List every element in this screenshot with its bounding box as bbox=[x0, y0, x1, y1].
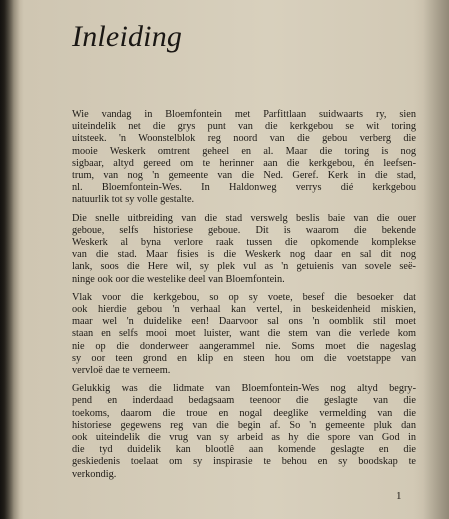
text-line: verkondig. bbox=[72, 468, 117, 480]
text-line: pend en inderdaad bedagsaam teenoor die geslagte van die bbox=[72, 395, 416, 407]
text-line: vervloë dae te verneem. bbox=[72, 365, 171, 377]
text-line: natuurlik tot sy volle gestalte. bbox=[72, 194, 195, 206]
text-line: lank, soos die Here wil, sy plek vul as 'n getuienis van sovele seë- bbox=[72, 261, 416, 273]
binding-shadow bbox=[0, 0, 20, 519]
text-line: nl. Bloemfontein-Wes. In Haldonweg verrys dié kerkgebou bbox=[72, 182, 416, 194]
page-number: 1 bbox=[396, 490, 402, 502]
text-line: trum, van nog 'n gemeente van die Ned. Geref. Kerk in die stad, bbox=[72, 170, 416, 182]
text-line: geboue, selfs historiese geboue. Dit is waarom die bekende bbox=[72, 224, 416, 236]
text-line: die tyd duidelik kan blootlê aan komende geslagte en die bbox=[72, 444, 416, 456]
text-line: sy oor teen grond en klip en steen hou om die voetstappe van bbox=[72, 352, 416, 364]
text-line: Weskerk al byna verlore raak tussen die opkomende komplekse bbox=[72, 237, 416, 249]
text-line: toekoms, daarom die troue en nogal deeglike vermelding van die bbox=[72, 407, 416, 419]
text-line: ook uiteindelik die vrug van sy arbeid as hy die spore van God in bbox=[72, 432, 416, 444]
text-line: Wie vandag in Bloemfontein met Parfittlaan suidwaarts ry, sien bbox=[72, 109, 416, 120]
text-line: ninge ook oor die westelike deel van Bloemfontein. bbox=[72, 273, 285, 285]
paragraph-3 bbox=[72, 292, 416, 377]
text-line: van die stad. Maar fisies is die Weskerk nog daar en sal dit nog bbox=[72, 249, 416, 261]
text-line: nie op die donderweer aangerammel nie. Soms moet die nageslag bbox=[72, 340, 416, 352]
text-line: mooie Weskerk omtrent geheel en al. Maar die toring is nog bbox=[72, 145, 416, 157]
paragraph-1 bbox=[72, 109, 416, 207]
text-line: ook hierdie gebou 'n verhaal kan vertel, in beskeidenheid miskien, bbox=[72, 304, 416, 316]
text-line: maar wel 'n duidelike een! Daarvoor sal ons 'n oomblik stil moet bbox=[72, 316, 416, 328]
paragraph-4 bbox=[72, 383, 416, 481]
text-line: uitsteek. 'n Woonstelblok reg noord van die gebou verberg die bbox=[72, 133, 416, 145]
chapter-body bbox=[72, 109, 416, 487]
chapter-heading: Inleiding bbox=[72, 20, 183, 53]
text-line: staan en selfs mooi moet luister, want die stem van die verlede kom bbox=[72, 328, 416, 340]
text-line: uiteindelik net die grys punt van die kerkgebou se wit toring bbox=[72, 121, 416, 133]
paragraph-2 bbox=[72, 213, 416, 286]
text-line: sigbaar, altyd gereed om te herinner aan die kerkgebou, én leefsen- bbox=[72, 157, 416, 169]
text-line: historiese gegewens reg van die begin af. So 'n gemeente pluk dan bbox=[72, 419, 416, 431]
text-line: Vlak voor die kerkgebou, so op sy voete, besef die besoeker dat bbox=[72, 291, 416, 303]
text-line: geskiedenis toelaat om sy inspirasie te behou en sy boodskap te bbox=[72, 456, 416, 468]
text-line: Gelukkig was die lidmate van Bloemfontein-Wes nog altyd begry- bbox=[72, 383, 416, 395]
text-line: Die snelle uitbreiding van die stad verswelg beslis baie van die ouer bbox=[72, 212, 416, 224]
page-edge-shadow bbox=[423, 0, 449, 519]
